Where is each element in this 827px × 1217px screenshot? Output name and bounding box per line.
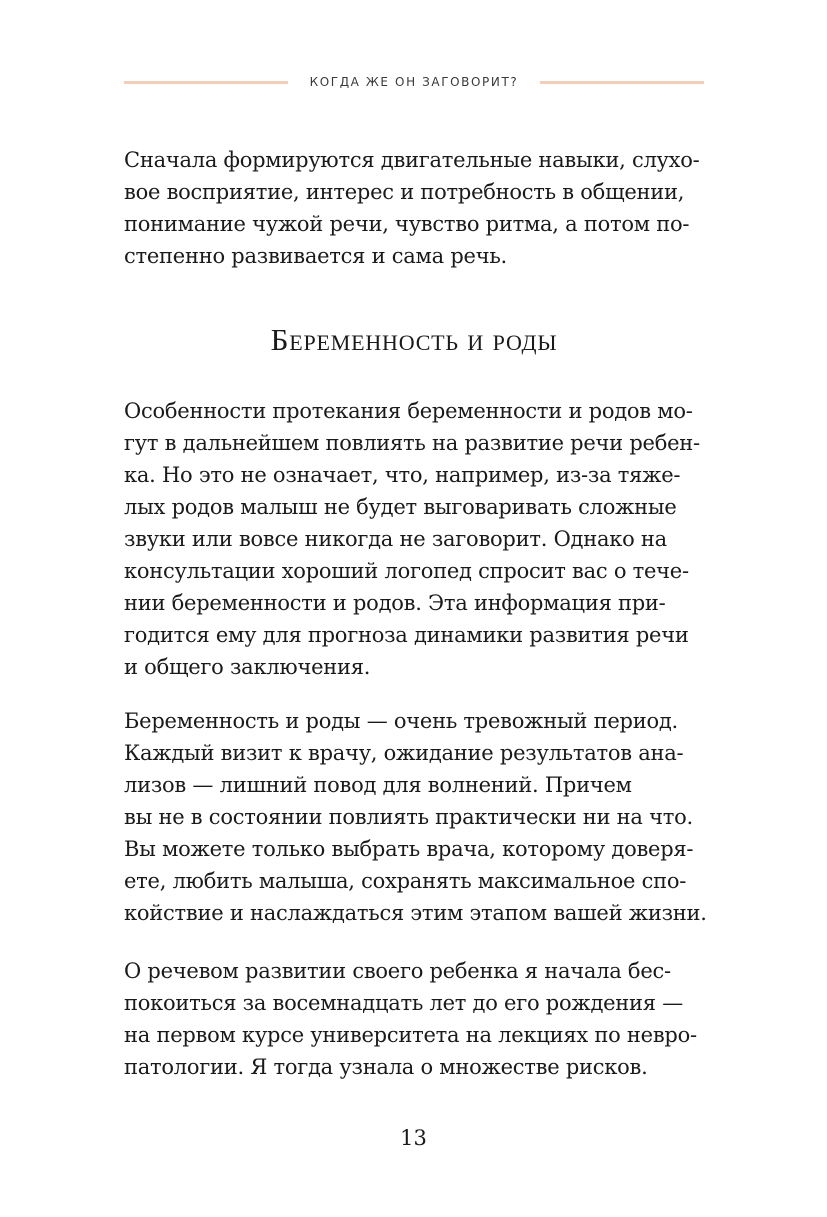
text-line: лизов — лишний повод для волнений. Причем — [124, 773, 632, 797]
intro-paragraph — [124, 144, 704, 272]
text-line: звуки или вовсе никогда не заговорит. Однако на — [124, 527, 667, 551]
page-number: 13 — [400, 1126, 427, 1150]
text-line: покоиться за восемнадцать лет до его рождения — — [124, 991, 683, 1015]
paragraph-1 — [124, 395, 704, 683]
text-line: понимание чужой речи, чувство ритма, а потом по- — [124, 212, 690, 236]
text-line: патологии. Я тогда узнала о множестве рисков. — [124, 1055, 648, 1079]
text-line: на первом курсе университета на лекциях по невро- — [124, 1023, 697, 1047]
header-rule-left — [124, 81, 288, 84]
text-line: гут в дальнейшем повлиять на развитие речи ребен- — [124, 431, 700, 455]
text-line: степенно развивается и сама речь. — [124, 244, 507, 268]
text-line: годится ему для прогноза динамики развития речи — [124, 623, 689, 647]
text-line: ете, любить малыша, сохранять максимальное спо- — [124, 869, 687, 893]
text-line: нии беременности и родов. Эта информация при- — [124, 591, 666, 615]
text-line: вы не в состоянии повлиять практически ни на что. — [124, 805, 693, 829]
text-line: Вы можете только выбрать врача, которому доверя- — [124, 837, 694, 861]
text-line: консультации хороший логопед спросит вас о тече- — [124, 559, 689, 583]
text-line: Беременность и роды — очень тревожный период. — [124, 709, 678, 733]
text-line: Особенности протекания беременности и родов мо- — [124, 399, 693, 423]
text-line: лых родов малыш не будет выговаривать сложные — [124, 495, 677, 519]
text-line: ка. Но это не означает, что, например, из-за тяже- — [124, 463, 681, 487]
text-line: вое восприятие, интерес и потребность в общении, — [124, 180, 685, 204]
text-line: Каждый визит к врачу, ожидание результатов ана- — [124, 741, 684, 765]
running-header — [124, 72, 704, 92]
paragraph-2 — [124, 705, 707, 929]
section-heading: Беременность и роды — [270, 322, 558, 357]
text-line: Сначала формируются двигательные навыки, слухо- — [124, 148, 700, 172]
header-title: КОГДА ЖЕ ОН ЗАГОВОРИТ? — [309, 75, 519, 89]
header-rule-right — [540, 81, 704, 84]
paragraph-3 — [124, 955, 704, 1083]
text-line: и общего заключения. — [124, 655, 371, 679]
text-line: койствие и наслаждаться этим этапом вашей жизни. — [124, 901, 707, 925]
text-line: О речевом развитии своего ребенка я начала бес- — [124, 959, 671, 983]
